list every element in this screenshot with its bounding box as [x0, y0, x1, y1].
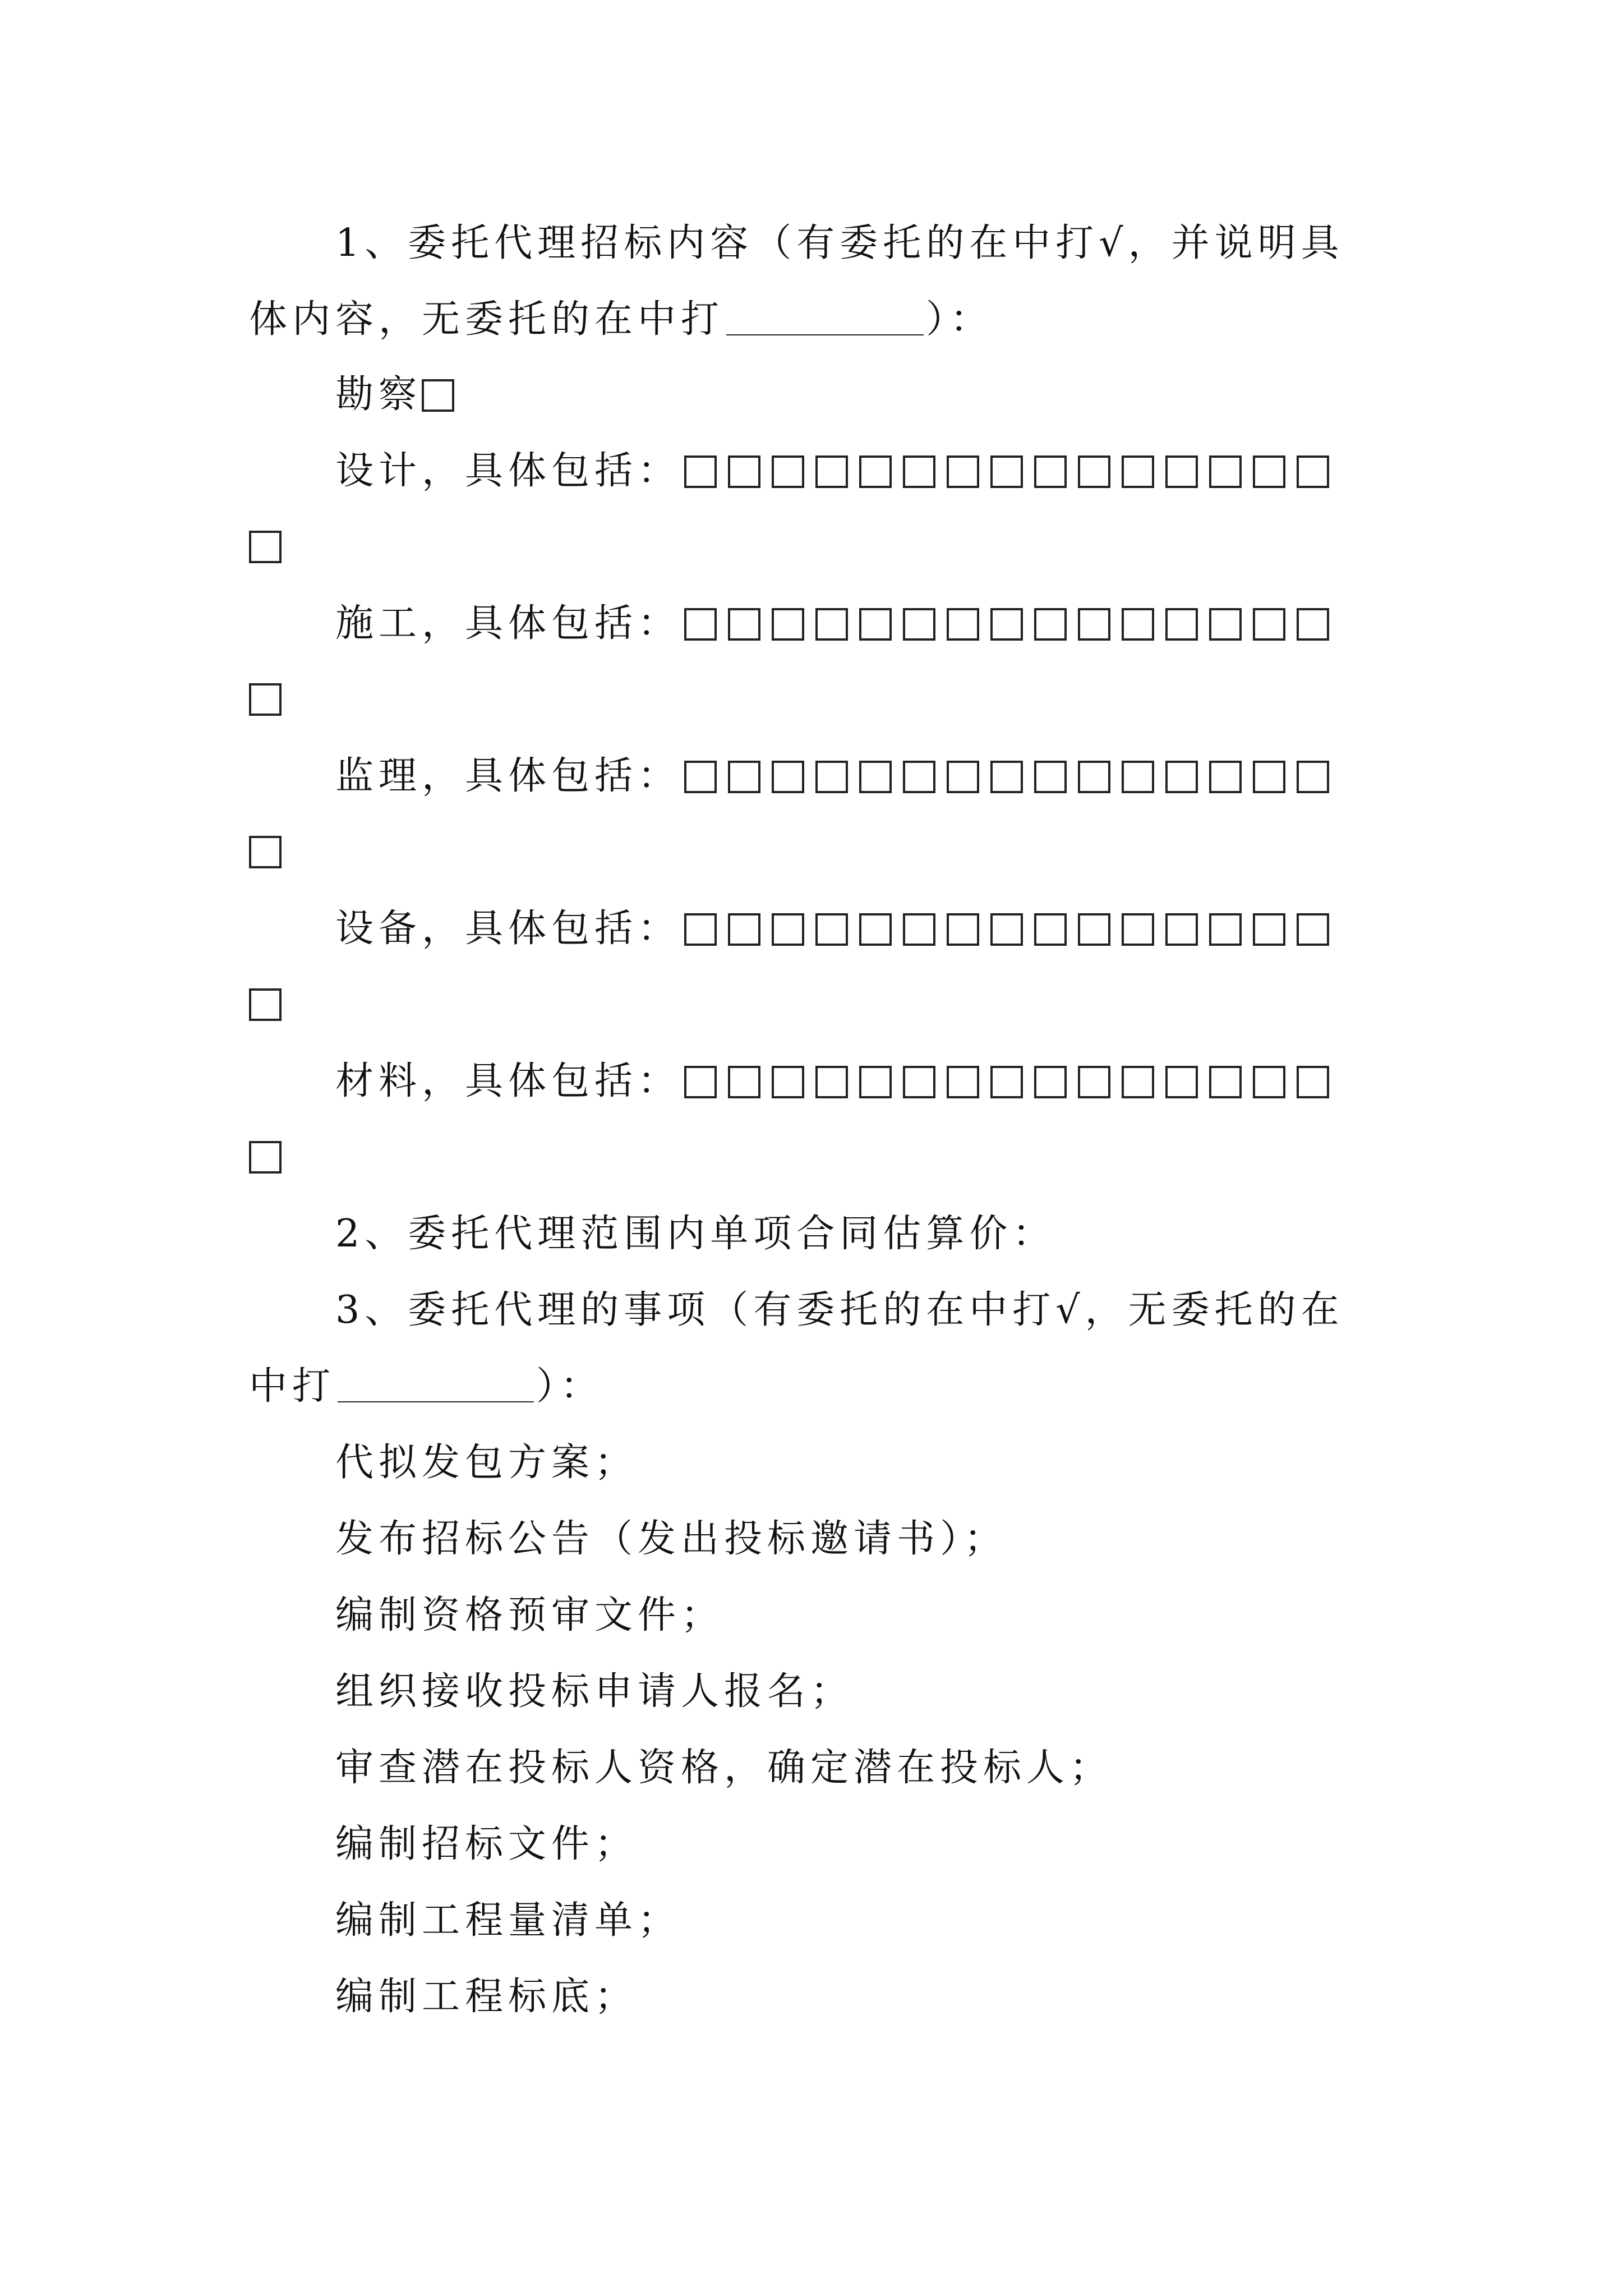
checkbox[interactable] — [1122, 1066, 1154, 1098]
item-wrap-checkbox — [249, 988, 282, 1021]
checkbox[interactable] — [1165, 608, 1198, 641]
checkbox[interactable] — [990, 608, 1023, 641]
task-item: 发布招标公告（发出投标邀请书）； — [335, 1517, 1008, 1561]
item-row-construction — [335, 601, 1329, 646]
checkbox[interactable] — [1078, 913, 1110, 946]
checkbox[interactable] — [1297, 608, 1329, 641]
checkbox[interactable] — [859, 913, 892, 946]
checkbox[interactable] — [1034, 761, 1067, 793]
checkbox[interactable] — [1034, 455, 1067, 488]
checkbox[interactable] — [249, 683, 282, 716]
checkbox[interactable] — [990, 455, 1023, 488]
checkbox[interactable] — [728, 913, 760, 946]
checkbox[interactable] — [1253, 455, 1285, 488]
survey-label: 勘察 — [335, 372, 422, 417]
checkbox[interactable] — [684, 913, 717, 946]
checkbox[interactable] — [947, 913, 979, 946]
checkbox[interactable] — [1209, 1066, 1242, 1098]
checkbox[interactable] — [772, 608, 804, 641]
checkbox[interactable] — [990, 913, 1023, 946]
item-label: 施工，具体包括： — [335, 601, 681, 646]
checkbox[interactable] — [249, 988, 282, 1021]
task-item: 编制工程标底； — [335, 1975, 638, 2019]
checkbox[interactable] — [772, 455, 804, 488]
checkbox[interactable] — [990, 761, 1023, 793]
section3-blank[interactable] — [338, 1369, 534, 1402]
checkbox[interactable] — [903, 1066, 935, 1098]
checkbox[interactable] — [815, 1066, 848, 1098]
checkbox[interactable] — [1209, 608, 1242, 641]
item-row-equipment — [335, 907, 1329, 951]
checkbox[interactable] — [903, 761, 935, 793]
checkbox[interactable] — [1122, 761, 1154, 793]
checkbox[interactable] — [728, 608, 760, 641]
task-item: 编制工程量清单； — [335, 1898, 681, 1943]
checkbox[interactable] — [1209, 913, 1242, 946]
checkbox[interactable] — [947, 1066, 979, 1098]
checkbox[interactable] — [1209, 455, 1242, 488]
checkbox[interactable] — [903, 455, 935, 488]
item-label: 设计，具体包括： — [335, 449, 681, 493]
checkbox[interactable] — [1165, 761, 1198, 793]
checkbox[interactable] — [1034, 913, 1067, 946]
item-wrap-checkbox — [249, 683, 282, 716]
checkbox[interactable] — [1034, 608, 1067, 641]
checkbox[interactable] — [859, 761, 892, 793]
task-item: 编制招标文件； — [335, 1822, 638, 1866]
checkbox[interactable] — [903, 913, 935, 946]
checkbox[interactable] — [1209, 761, 1242, 793]
checkbox[interactable] — [772, 1066, 804, 1098]
checkbox[interactable] — [1165, 455, 1198, 488]
checkbox[interactable] — [815, 455, 848, 488]
checkbox[interactable] — [249, 531, 282, 563]
item-label: 材料，具体包括： — [335, 1059, 681, 1103]
item-wrap-checkbox — [249, 836, 282, 868]
section1-heading-line1: 1、委托代理招标内容（有委托的在中打√，并说明具 — [335, 221, 1344, 265]
section3-heading-line1: 3、委托代理的事项（有委托的在中打√，无委托的在 — [335, 1288, 1344, 1332]
item-label: 设备，具体包括： — [335, 907, 681, 951]
checkbox[interactable] — [1297, 1066, 1329, 1098]
checkbox[interactable] — [1297, 761, 1329, 793]
checkbox[interactable] — [859, 608, 892, 641]
checkbox[interactable] — [1297, 913, 1329, 946]
checkbox[interactable] — [990, 1066, 1023, 1098]
checkbox[interactable] — [903, 608, 935, 641]
checkbox[interactable] — [1253, 608, 1285, 641]
checkbox[interactable] — [1253, 913, 1285, 946]
checkbox[interactable] — [249, 836, 282, 868]
section3-line2-prefix: 中打 — [249, 1364, 336, 1409]
section3-line2-suffix: ）： — [536, 1364, 604, 1409]
section1-blank[interactable] — [726, 302, 924, 335]
item-row-supervision — [335, 754, 1329, 799]
checkbox[interactable] — [1122, 608, 1154, 641]
checkbox[interactable] — [1034, 1066, 1067, 1098]
checkbox[interactable] — [1078, 761, 1110, 793]
checkbox[interactable] — [947, 455, 979, 488]
item-checkbox-row — [684, 761, 1329, 793]
survey-row — [335, 372, 454, 417]
checkbox[interactable] — [815, 608, 848, 641]
section1-heading-line2 — [249, 297, 993, 342]
checkbox[interactable] — [859, 1066, 892, 1098]
checkbox[interactable] — [1165, 913, 1198, 946]
task-item: 组织接收投标申请人报名； — [335, 1669, 854, 1714]
section2-heading: 2、委托代理范围内单项合同估算价： — [335, 1212, 1056, 1256]
checkbox[interactable] — [947, 761, 979, 793]
item-checkbox-row — [684, 455, 1329, 488]
item-wrap-checkbox — [249, 1141, 282, 1174]
checkbox[interactable] — [859, 455, 892, 488]
task-item: 审查潜在投标人资格，确定潜在投标人； — [335, 1746, 1113, 1790]
checkbox[interactable] — [1078, 455, 1110, 488]
item-label: 监理，具体包括： — [335, 754, 681, 798]
section1-line2-prefix: 体内容，无委托的在中打 — [249, 297, 725, 342]
item-wrap-checkbox — [249, 531, 282, 563]
item-checkbox-row — [684, 913, 1329, 946]
checkbox[interactable] — [815, 761, 848, 793]
checkbox[interactable] — [728, 761, 760, 793]
checkbox[interactable] — [728, 1066, 760, 1098]
section3-heading-line2 — [249, 1364, 603, 1409]
survey-checkbox[interactable] — [422, 379, 454, 412]
task-item: 编制资格预审文件； — [335, 1593, 725, 1637]
checkbox[interactable] — [815, 913, 848, 946]
checkbox[interactable] — [772, 761, 804, 793]
checkbox[interactable] — [684, 761, 717, 793]
checkbox[interactable] — [772, 913, 804, 946]
checkbox[interactable] — [684, 1066, 717, 1098]
checkbox[interactable] — [1122, 455, 1154, 488]
item-row-design — [335, 449, 1329, 494]
checkbox[interactable] — [1165, 1066, 1198, 1098]
checkbox[interactable] — [1078, 608, 1110, 641]
checkbox[interactable] — [1078, 1066, 1110, 1098]
checkbox[interactable] — [1253, 761, 1285, 793]
checkbox[interactable] — [684, 455, 717, 488]
checkbox[interactable] — [684, 608, 717, 641]
checkbox[interactable] — [728, 455, 760, 488]
section1-line2-suffix: ）： — [926, 297, 994, 342]
task-item: 代拟发包方案； — [335, 1441, 638, 1485]
item-row-materials — [335, 1059, 1329, 1104]
item-checkbox-row — [684, 608, 1329, 641]
checkbox[interactable] — [1122, 913, 1154, 946]
item-checkbox-row — [684, 1066, 1329, 1098]
checkbox[interactable] — [947, 608, 979, 641]
checkbox[interactable] — [1253, 1066, 1285, 1098]
checkbox[interactable] — [1297, 455, 1329, 488]
checkbox[interactable] — [249, 1141, 282, 1174]
